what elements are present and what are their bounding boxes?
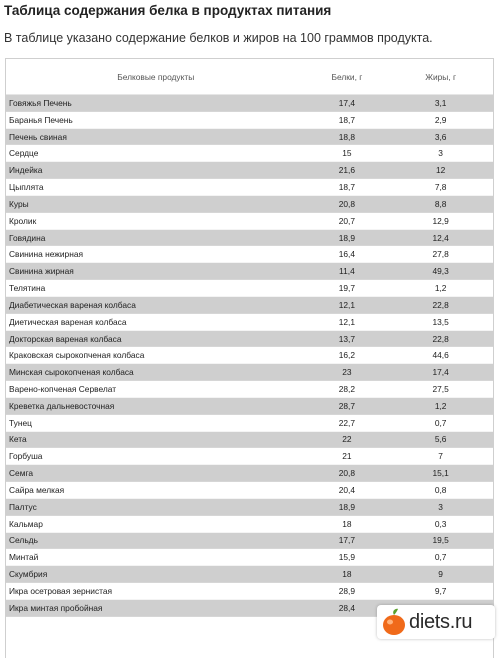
table-row	[6, 313, 493, 330]
header-fat: Жиры, г	[388, 59, 493, 95]
table-row	[6, 179, 493, 196]
cell-protein: 21	[306, 448, 389, 465]
cell-protein: 12,1	[306, 296, 389, 313]
cell-product: Баранья Печень	[6, 111, 306, 128]
cell-protein: 21,6	[306, 162, 389, 179]
cell-product: Диетическая вареная колбаса	[6, 313, 306, 330]
cell-fat: 12	[388, 162, 493, 179]
cell-fat: 0,7	[388, 414, 493, 431]
cell-product: Краковская сырокопченая колбаса	[6, 347, 306, 364]
table-row	[6, 515, 493, 532]
cell-fat: 12,9	[388, 212, 493, 229]
cell-protein: 18,7	[306, 179, 389, 196]
cell-product: Свинина нежирная	[6, 246, 306, 263]
table-row	[6, 381, 493, 398]
cell-protein: 15	[306, 145, 389, 162]
cell-protein: 20,7	[306, 212, 389, 229]
cell-product: Кальмар	[6, 515, 306, 532]
diets-watermark	[377, 605, 495, 639]
table-header-row	[6, 59, 493, 95]
cell-product: Кета	[6, 431, 306, 448]
cell-fat: 3,6	[388, 128, 493, 145]
cell-protein: 16,4	[306, 246, 389, 263]
page-subtitle: В таблице указано содержание белков и жиров на 100 граммов продукта.	[4, 31, 433, 45]
cell-fat: 27,5	[388, 381, 493, 398]
cell-protein: 20,4	[306, 482, 389, 499]
cell-product: Докторская вареная колбаса	[6, 330, 306, 347]
cell-fat: 5,6	[388, 431, 493, 448]
cell-protein: 18,9	[306, 498, 389, 515]
cell-product: Говяжья Печень	[6, 95, 306, 112]
table-row	[6, 566, 493, 583]
table-row	[6, 465, 493, 482]
cell-fat: 7	[388, 448, 493, 465]
cell-protein: 20,8	[306, 195, 389, 212]
cell-fat: 49,3	[388, 263, 493, 280]
cell-protein: 16,2	[306, 347, 389, 364]
cell-protein: 20,8	[306, 465, 389, 482]
cell-fat: 2,9	[388, 111, 493, 128]
cell-protein: 28,9	[306, 583, 389, 600]
cell-product: Телятина	[6, 280, 306, 297]
cell-fat: 3	[388, 145, 493, 162]
table-row	[6, 414, 493, 431]
cell-fat: 3	[388, 498, 493, 515]
cell-product: Сердце	[6, 145, 306, 162]
cell-fat: 1,2	[388, 397, 493, 414]
table-row	[6, 111, 493, 128]
cell-protein: 18	[306, 566, 389, 583]
cell-product: Палтус	[6, 498, 306, 515]
cell-protein: 18,9	[306, 229, 389, 246]
protein-table	[6, 59, 493, 617]
cell-fat: 0,3	[388, 515, 493, 532]
table-row	[6, 498, 493, 515]
apple-icon	[381, 608, 407, 636]
table-row	[6, 263, 493, 280]
cell-product: Минская сырокопченая колбаса	[6, 364, 306, 381]
cell-protein: 17,7	[306, 532, 389, 549]
cell-product: Говядина	[6, 229, 306, 246]
cell-fat: 0,7	[388, 549, 493, 566]
cell-fat: 13,5	[388, 313, 493, 330]
table-row	[6, 145, 493, 162]
cell-protein: 22	[306, 431, 389, 448]
table-row	[6, 347, 493, 364]
cell-product: Диабетическая вареная колбаса	[6, 296, 306, 313]
cell-product: Минтай	[6, 549, 306, 566]
table-row	[6, 549, 493, 566]
cell-product: Цыплята	[6, 179, 306, 196]
cell-fat: 17,4	[388, 364, 493, 381]
cell-protein: 19,7	[306, 280, 389, 297]
cell-product: Куры	[6, 195, 306, 212]
cell-product: Варено-копченая Сервелат	[6, 381, 306, 398]
cell-fat: 9	[388, 566, 493, 583]
cell-protein: 28,2	[306, 381, 389, 398]
cell-fat: 44,6	[388, 347, 493, 364]
cell-product: Сельдь	[6, 532, 306, 549]
table-row	[6, 229, 493, 246]
cell-protein: 23	[306, 364, 389, 381]
cell-fat: 22,8	[388, 296, 493, 313]
cell-fat: 7,8	[388, 179, 493, 196]
table-row	[6, 532, 493, 549]
cell-product: Кролик	[6, 212, 306, 229]
table-row	[6, 397, 493, 414]
protein-table-container	[5, 58, 494, 658]
cell-product: Сайра мелкая	[6, 482, 306, 499]
page-title: Таблица содержания белка в продуктах питания	[4, 3, 332, 18]
cell-fat: 27,8	[388, 246, 493, 263]
cell-protein: 18,7	[306, 111, 389, 128]
cell-protein: 18	[306, 515, 389, 532]
table-row	[6, 482, 493, 499]
cell-product: Икра минтая пробойная	[6, 599, 306, 616]
table-row	[6, 330, 493, 347]
cell-fat: 12,4	[388, 229, 493, 246]
cell-protein: 17,4	[306, 95, 389, 112]
cell-protein: 11,4	[306, 263, 389, 280]
cell-product: Креветка дальневосточная	[6, 397, 306, 414]
table-row	[6, 246, 493, 263]
cell-protein: 18,8	[306, 128, 389, 145]
cell-product: Индейка	[6, 162, 306, 179]
cell-fat: 15,1	[388, 465, 493, 482]
table-row	[6, 364, 493, 381]
table-row	[6, 95, 493, 112]
table-row	[6, 280, 493, 297]
watermark-text: diets.ru	[409, 610, 473, 633]
cell-product: Тунец	[6, 414, 306, 431]
table-row	[6, 296, 493, 313]
cell-protein: 12,1	[306, 313, 389, 330]
cell-fat: 0,8	[388, 482, 493, 499]
cell-protein: 28,7	[306, 397, 389, 414]
table-body	[6, 95, 493, 617]
cell-fat: 1,2	[388, 280, 493, 297]
cell-fat: 19,5	[388, 532, 493, 549]
cell-product: Свинина жирная	[6, 263, 306, 280]
table-row	[6, 128, 493, 145]
table-row	[6, 448, 493, 465]
cell-fat: 8,8	[388, 195, 493, 212]
cell-protein: 13,7	[306, 330, 389, 347]
header-protein: Белки, г	[306, 59, 389, 95]
cell-fat: 3,1	[388, 95, 493, 112]
cell-protein: 28,4	[306, 599, 389, 616]
cell-product: Семга	[6, 465, 306, 482]
header-product: Белковые продукты	[6, 59, 306, 95]
cell-protein: 22,7	[306, 414, 389, 431]
table-row	[6, 583, 493, 600]
cell-fat: 9,7	[388, 583, 493, 600]
table-row	[6, 212, 493, 229]
cell-product: Скумбрия	[6, 566, 306, 583]
cell-product: Печень свиная	[6, 128, 306, 145]
table-row	[6, 195, 493, 212]
cell-fat: 22,8	[388, 330, 493, 347]
cell-protein: 15,9	[306, 549, 389, 566]
cell-product: Горбуша	[6, 448, 306, 465]
cell-product: Икра осетровая зернистая	[6, 583, 306, 600]
table-row	[6, 431, 493, 448]
table-row	[6, 162, 493, 179]
